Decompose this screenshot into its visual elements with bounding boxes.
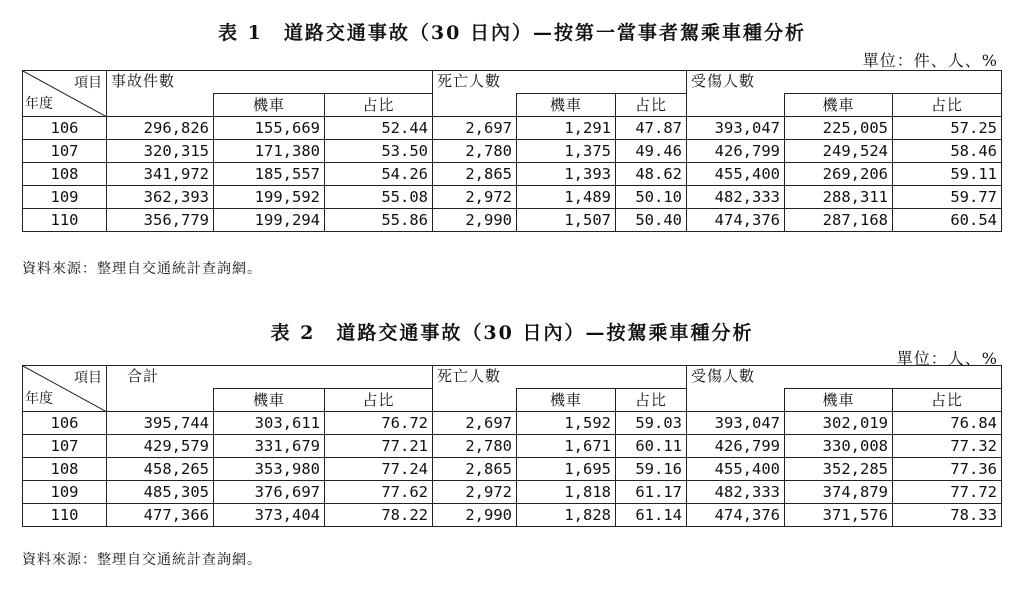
value-cell: 395,744 — [107, 412, 214, 435]
table1-moto-header-1: 機車 — [214, 94, 325, 117]
value-cell: 455,400 — [687, 163, 785, 186]
value-cell: 393,047 — [687, 412, 785, 435]
value-cell: 1,489 — [517, 186, 616, 209]
value-cell: 55.86 — [325, 209, 433, 232]
value-cell: 1,671 — [517, 435, 616, 458]
table1-year-label: 年度 — [25, 96, 53, 112]
table-row — [23, 163, 1002, 186]
value-cell: 331,679 — [214, 435, 325, 458]
table1-ratio-header-1: 占比 — [325, 94, 433, 117]
table-row — [23, 504, 1002, 527]
value-cell: 61.14 — [616, 504, 687, 527]
value-cell: 2,780 — [433, 435, 517, 458]
table-row — [23, 458, 1002, 481]
value-cell: 426,799 — [687, 435, 785, 458]
value-cell: 77.62 — [325, 481, 433, 504]
value-cell: 49.46 — [616, 140, 687, 163]
year-cell: 110 — [23, 504, 107, 527]
value-cell: 356,779 — [107, 209, 214, 232]
value-cell: 426,799 — [687, 140, 785, 163]
year-cell: 106 — [23, 412, 107, 435]
table1-injuries-header: 受傷人數 — [687, 71, 785, 94]
value-cell: 249,524 — [785, 140, 893, 163]
table-row — [23, 140, 1002, 163]
value-cell: 77.21 — [325, 435, 433, 458]
value-cell: 77.72 — [893, 481, 1002, 504]
value-cell: 1,507 — [517, 209, 616, 232]
year-cell: 109 — [23, 481, 107, 504]
table2-total-header: 合計 — [107, 366, 214, 389]
value-cell: 330,008 — [785, 435, 893, 458]
value-cell: 482,333 — [687, 481, 785, 504]
table2-item-label: 項目 — [74, 370, 102, 386]
value-cell: 474,376 — [687, 209, 785, 232]
table1-deaths-header: 死亡人數 — [433, 71, 517, 94]
value-cell: 474,376 — [687, 504, 785, 527]
value-cell: 1,592 — [517, 412, 616, 435]
value-cell: 485,305 — [107, 481, 214, 504]
value-cell: 288,311 — [785, 186, 893, 209]
value-cell: 374,879 — [785, 481, 893, 504]
value-cell: 1,291 — [517, 117, 616, 140]
value-cell: 376,697 — [214, 481, 325, 504]
table-row — [23, 412, 1002, 435]
value-cell: 269,206 — [785, 163, 893, 186]
value-cell: 2,972 — [433, 481, 517, 504]
table1-unit: 單位：件、人、% — [862, 51, 998, 70]
value-cell: 2,697 — [433, 412, 517, 435]
value-cell: 59.16 — [616, 458, 687, 481]
table2-corner-cell — [23, 366, 107, 412]
value-cell: 303,611 — [214, 412, 325, 435]
value-cell: 199,294 — [214, 209, 325, 232]
value-cell: 59.03 — [616, 412, 687, 435]
value-cell: 155,669 — [214, 117, 325, 140]
table-row — [23, 117, 1002, 140]
value-cell: 53.50 — [325, 140, 433, 163]
table1-corner-cell — [23, 71, 107, 117]
value-cell: 353,980 — [214, 458, 325, 481]
value-cell: 482,333 — [687, 186, 785, 209]
value-cell: 458,265 — [107, 458, 214, 481]
value-cell: 393,047 — [687, 117, 785, 140]
value-cell: 2,780 — [433, 140, 517, 163]
value-cell: 2,865 — [433, 458, 517, 481]
value-cell: 362,393 — [107, 186, 214, 209]
value-cell: 373,404 — [214, 504, 325, 527]
value-cell: 77.32 — [893, 435, 1002, 458]
table2-body — [23, 412, 1002, 527]
value-cell: 1,818 — [517, 481, 616, 504]
value-cell: 60.54 — [893, 209, 1002, 232]
table2-ratio-header-1: 占比 — [325, 389, 433, 412]
value-cell: 48.62 — [616, 163, 687, 186]
table2-moto-header-2: 機車 — [517, 389, 616, 412]
year-cell: 110 — [23, 209, 107, 232]
value-cell: 429,579 — [107, 435, 214, 458]
year-cell: 108 — [23, 163, 107, 186]
value-cell: 287,168 — [785, 209, 893, 232]
table2-unit: 單位：人、% — [896, 349, 998, 368]
value-cell: 78.22 — [325, 504, 433, 527]
value-cell: 78.33 — [893, 504, 1002, 527]
table1-moto-header-3: 機車 — [785, 94, 893, 117]
value-cell: 341,972 — [107, 163, 214, 186]
table1-header-row-1 — [23, 71, 1002, 94]
value-cell: 59.11 — [893, 163, 1002, 186]
value-cell: 50.10 — [616, 186, 687, 209]
table-row — [23, 435, 1002, 458]
value-cell: 47.87 — [616, 117, 687, 140]
value-cell: 1,393 — [517, 163, 616, 186]
value-cell: 76.84 — [893, 412, 1002, 435]
table1-header-row-2 — [23, 94, 1002, 117]
table-row — [23, 481, 1002, 504]
value-cell: 77.36 — [893, 458, 1002, 481]
value-cell: 2,697 — [433, 117, 517, 140]
table2-moto-header-1: 機車 — [214, 389, 325, 412]
value-cell: 1,375 — [517, 140, 616, 163]
table1-source: 資料來源：整理自交通統計查詢網。 — [22, 261, 262, 277]
table2-header-row-1 — [23, 366, 1002, 389]
value-cell: 1,695 — [517, 458, 616, 481]
table1-item-label: 項目 — [74, 75, 102, 91]
table2-ratio-header-2: 占比 — [616, 389, 687, 412]
value-cell: 58.46 — [893, 140, 1002, 163]
value-cell: 55.08 — [325, 186, 433, 209]
table2-moto-header-3: 機車 — [785, 389, 893, 412]
table-row — [23, 186, 1002, 209]
value-cell: 61.17 — [616, 481, 687, 504]
value-cell: 77.24 — [325, 458, 433, 481]
value-cell: 2,865 — [433, 163, 517, 186]
table1 — [22, 70, 1002, 232]
table2-deaths-header: 死亡人數 — [433, 366, 517, 389]
value-cell: 185,557 — [214, 163, 325, 186]
value-cell: 52.44 — [325, 117, 433, 140]
value-cell: 171,380 — [214, 140, 325, 163]
table1-accidents-header: 事故件數 — [107, 71, 214, 94]
value-cell: 2,972 — [433, 186, 517, 209]
table1-body — [23, 117, 1002, 232]
value-cell: 76.72 — [325, 412, 433, 435]
table-row — [23, 209, 1002, 232]
year-cell: 107 — [23, 435, 107, 458]
value-cell: 455,400 — [687, 458, 785, 481]
value-cell: 54.26 — [325, 163, 433, 186]
value-cell: 296,826 — [107, 117, 214, 140]
table2-ratio-header-3: 占比 — [893, 389, 1002, 412]
value-cell: 1,828 — [517, 504, 616, 527]
table1-ratio-header-3: 占比 — [893, 94, 1002, 117]
table2-source: 資料來源：整理自交通統計查詢網。 — [22, 552, 262, 568]
value-cell: 320,315 — [107, 140, 214, 163]
value-cell: 57.25 — [893, 117, 1002, 140]
value-cell: 477,366 — [107, 504, 214, 527]
table2 — [22, 365, 1002, 527]
year-cell: 106 — [23, 117, 107, 140]
value-cell: 2,990 — [433, 209, 517, 232]
value-cell: 60.11 — [616, 435, 687, 458]
year-cell: 107 — [23, 140, 107, 163]
value-cell: 302,019 — [785, 412, 893, 435]
value-cell: 59.77 — [893, 186, 1002, 209]
table2-year-label: 年度 — [25, 391, 53, 407]
table1-moto-header-2: 機車 — [517, 94, 616, 117]
table1-ratio-header-2: 占比 — [616, 94, 687, 117]
table2-title: 表 2 道路交通事故（30 日內）—按駕乘車種分析 — [270, 322, 754, 344]
year-cell: 108 — [23, 458, 107, 481]
table2-header-row-2 — [23, 389, 1002, 412]
year-cell: 109 — [23, 186, 107, 209]
value-cell: 2,990 — [433, 504, 517, 527]
value-cell: 199,592 — [214, 186, 325, 209]
table1-title: 表 1 道路交通事故（30 日內）—按第一當事者駕乘車種分析 — [218, 22, 806, 44]
value-cell: 352,285 — [785, 458, 893, 481]
value-cell: 50.40 — [616, 209, 687, 232]
value-cell: 225,005 — [785, 117, 893, 140]
value-cell: 371,576 — [785, 504, 893, 527]
table2-injuries-header: 受傷人數 — [687, 366, 785, 389]
